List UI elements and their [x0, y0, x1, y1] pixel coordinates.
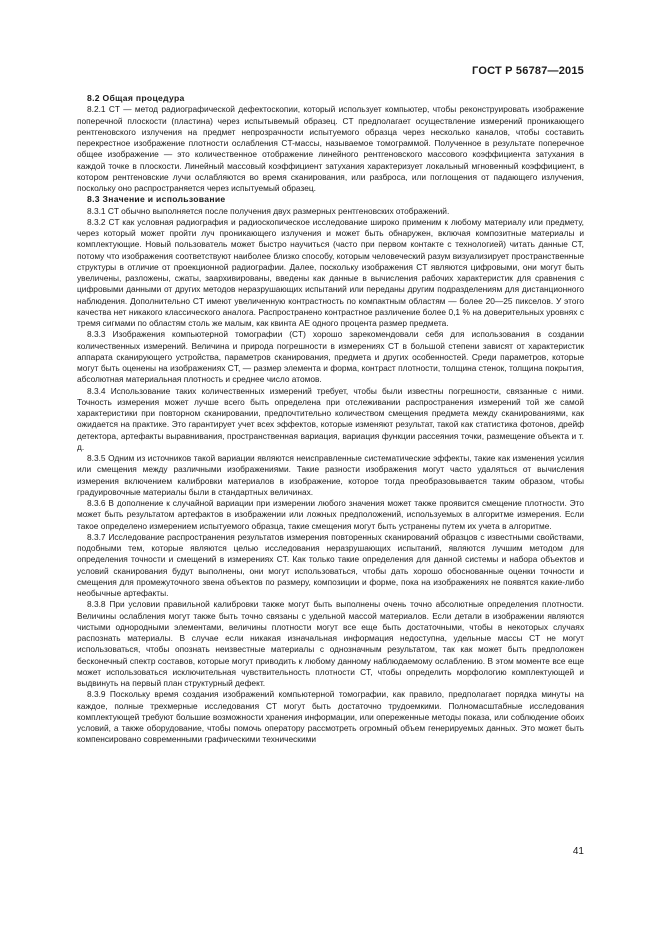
- section-heading-8-3: 8.3 Значение и использование: [87, 194, 226, 205]
- paragraph-8-3-6: 8.3.6 В дополнение к случайной вариации при измерении любого значения может также проявится смещение плотности. Это может быть результатом артефактов в изображении или ложных предположений, используемых в алгоритме измерения. Если такое определено измерением испытуемого образца, такие смещения могут быть устранены путем их учета в алгоритме.: [77, 498, 584, 531]
- paragraph-8-3-3: 8.3.3 Изображения компьютерной томографии (CT) хорошо зарекомендовали себя для использования в создании количественных измерений. Величина и природа погрешности в измерениях CT в большой степени зависят от характеристик аппарата сканирующего устройства, параметров сканирования, предмета и других особенностей. Среди параметров, которые могут быть оценены на изображениях CT, — размер элемента и форма, контраст плотности, толщина стенок, толщина покрытия, абсолютная материальная плотность и среднее число атомов.: [77, 329, 584, 385]
- paragraph-8-3-1: 8.3.1 CT обычно выполняется после получения двух размерных рентгеновских отображений.: [87, 205, 450, 216]
- document-body: [77, 93, 584, 746]
- paragraph-8-3-4: 8.3.4 Использование таких количественных измерений требует, чтобы были известны погрешности, связанные с ними. Точность измерения может лучше всего быть определена при отслеживании распространения измерений той же самой характеристики при повторном сканировании, предпочтительно количеством смещения предмета между сканированиями, как ожидается на практике. Это гарантирует учет всех эффектов, которые изменяют результат, такой как статистика фотонов, дрейф детектора, артефакты выравнивания, пространственная вариация, вариация функции рассеяния точки, размещение объекта и т. д.: [77, 385, 584, 452]
- paragraph-8-3-5: 8.3.5 Одним из источников такой вариации являются неисправленные систематические эффекты, такие как изменения усилия или смещения между различными изображениями. Такие разности изображения могут часто удаляться от вычисления измерения включением калибровки материалов в изображение, которое тогда преобразовывается таким образом, чтобы градуировочные материалы были в стандартных величинах.: [77, 453, 584, 497]
- paragraph-8-2-1: 8.2.1 CT — метод радиографической дефектоскопии, который использует компьютер, чтобы реконструировать изображение поперечной плоскости (пластина) через испытывемый образец. CT предполагает осуществление измерений проникающего рентгеновского излучения на предмет непрозрачности испытуемого образца через несколько каналов, чтобы составить перекрестное изображение плотности ослабления CT-массы, называемое томограммой. Полученное в результате поперечное общее изображение — это количественное отображение линейного рентгеновского массового коэффициента затухания в каждой точке в плоскости. Линейный массовый коэффициент затухания характеризует локальный мгновенный коэффициент, в котором рентгеновские лучи ослабляются во время сканирования, или разброса, или поглощения от падающего излучения, поскольку оно распространяется через испытуемый образец.: [77, 104, 584, 193]
- paragraph-8-3-2: 8.3.2 CT как условная радиография и радиоскопическое исследование широко применим к любому материалу или предмету, через который может пройти луч проникающего излучения и может быть обнаружен, включая композитные материалы и комплектующие. Новый пользователь может быстро научиться (часто при первом контакте с технологией) читать данные CT, потому что изображения соответствуют наиболее близко способу, которым человеческий разум визуализирует пространственные структуры в отличие от проекционной радиографии. Далее, поскольку изображения CT являются цифровыми, они могут быть увеличены, разложены, сжаты, заархивированы, введены как данные в вычисления рабочих характеристик для сравнения с цифровыми данными от других методов неразрушающих испытаний или переданы другим подразделениям для дистанционного наблюдения. Дополнительно CT имеют увеличенную контрастность по компактным областям — более 20—25 пикселов. У этого качества нет никакого классического аналога. Распространено контрастное различение более 0,1 % на доверительных уровнях с тремя сигмами по областям столь же малым, как квинта АЕ одного процента размер предмета.: [77, 216, 584, 328]
- section-heading-8-2: 8.2 Общая процедура: [87, 93, 185, 103]
- page-number: 41: [572, 846, 584, 857]
- paragraph-8-3-8: 8.3.8 При условии правильной калибровки также могут быть выполнены очень точно абсолютные определения плотности. Величины ослабления могут также быть точно связаны с удельной массой материалов. Если детали в изображении являются чистыми однородными элементами, величины плотности могут все еще быть достаточными, чтобы в некоторых случаях распознать материалы. В случае если никакая изначальная информация недоступна, удельные массы CT не могут использоваться, чтобы опознать неизвестные материалы с однозначным результатом, так как может быть предположен бесконечный спектр составов, которые могут приводить к любому данному наблюдаемому ослаблению. В этом моменте все еще может использоваться исключительная чувствительность плотности CT, чтобы определить морфологию комплектующей и выдвинуть на первый план структурный дефект.: [77, 599, 584, 688]
- document-code: ГОСТ Р 56787—2015: [472, 65, 584, 77]
- paragraph-8-3-9: 8.3.9 Поскольку время создания изображений компьютерной томографии, как правило, предполагает порядка минуты на каждое, полные трехмерные исследования CT могут быть достаточно трудоемкими. Полномасштабные исследования комплектующей требуют большие возможности хранения информации, или опереженные методы показа, или соблюдение обоих условий, а также оборудование, чтобы помочь оператору рассмотреть огромный объем генерируемых данных. Это может быть компенсировано современными графическими техническими: [77, 689, 584, 745]
- paragraph-8-3-7: 8.3.7 Исследование распространения результатов измерения повторенных сканирований образцов с известными свойствами, подобными тем, которые являются целью исследования неразрушающих испытаний, являются лучшим методом для определения точности и смещений в измерениях CT. Как только такие определения для данной системы и набора объектов и условий сканирования будут выполнены, они могут использоваться, чтобы дать хорошо обоснованные оценки точности и смещения для промежуточного звена объектов по размеру, композиции и форме, пока на изображениях не появятся какие-либо необычные артефакты.: [77, 531, 584, 598]
